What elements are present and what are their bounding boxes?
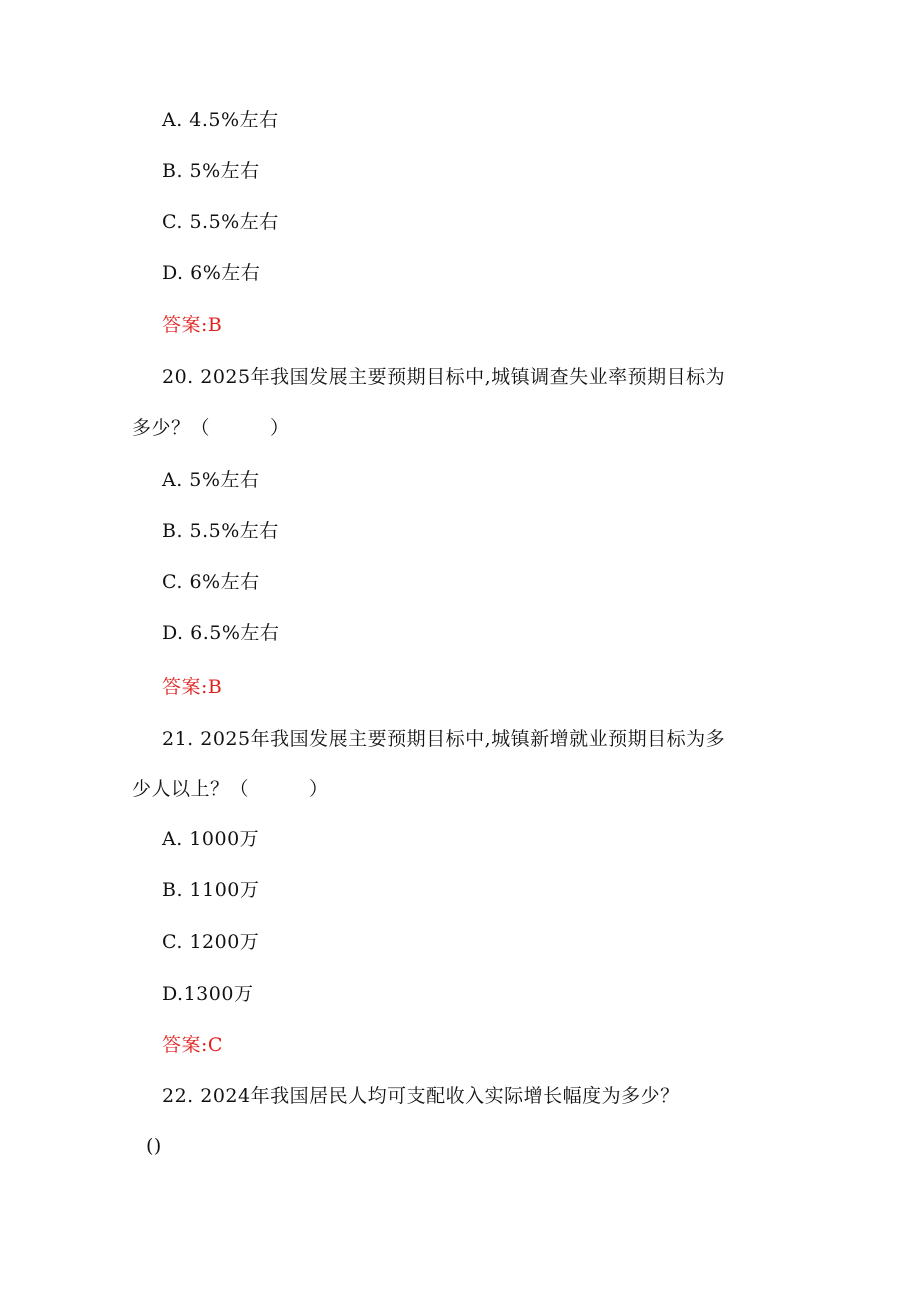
q20-option-a: A. 5%左右 bbox=[162, 469, 260, 491]
q19-option-a: A. 4.5%左右 bbox=[162, 109, 279, 131]
q20-option-d: D. 6.5%左右 bbox=[162, 622, 280, 644]
q20-question-line2 bbox=[132, 416, 290, 440]
q20-option-b: B. 5.5%左右 bbox=[162, 520, 279, 542]
q20-question-line1: 20. 2025年我国发展主要预期目标中,城镇调查失业率预期目标为 bbox=[162, 366, 726, 388]
q21-option-a: A. 1000万 bbox=[162, 828, 260, 850]
q19-answer: 答案:B bbox=[162, 314, 223, 336]
q20-close-paren: ） bbox=[270, 417, 290, 439]
q21-question-line1: 21. 2025年我国发展主要预期目标中,城镇新增就业预期目标为多 bbox=[162, 728, 726, 750]
q21-option-b: B. 1100万 bbox=[162, 879, 260, 901]
q22-question-line2: () bbox=[146, 1135, 162, 1157]
q19-option-c: C. 5.5%左右 bbox=[162, 211, 279, 233]
q21-option-c: C. 1200万 bbox=[162, 931, 260, 953]
q22-question-line1: 22. 2024年我国居民人均可支配收入实际增长幅度为多少？ bbox=[162, 1085, 680, 1107]
q19-option-b: B. 5%左右 bbox=[162, 160, 260, 182]
q19-option-d: D. 6%左右 bbox=[162, 262, 261, 284]
q21-option-d: D.1300万 bbox=[162, 983, 254, 1005]
q20-option-c: C. 6%左右 bbox=[162, 571, 260, 593]
q21-question-text: 少人以上？（ bbox=[132, 778, 250, 800]
q21-question-line2 bbox=[132, 777, 329, 801]
q20-answer: 答案:B bbox=[162, 676, 223, 698]
q21-answer: 答案:C bbox=[162, 1034, 223, 1056]
q20-question-text: 多少？（ bbox=[132, 417, 211, 439]
q21-close-paren: ） bbox=[309, 778, 329, 800]
